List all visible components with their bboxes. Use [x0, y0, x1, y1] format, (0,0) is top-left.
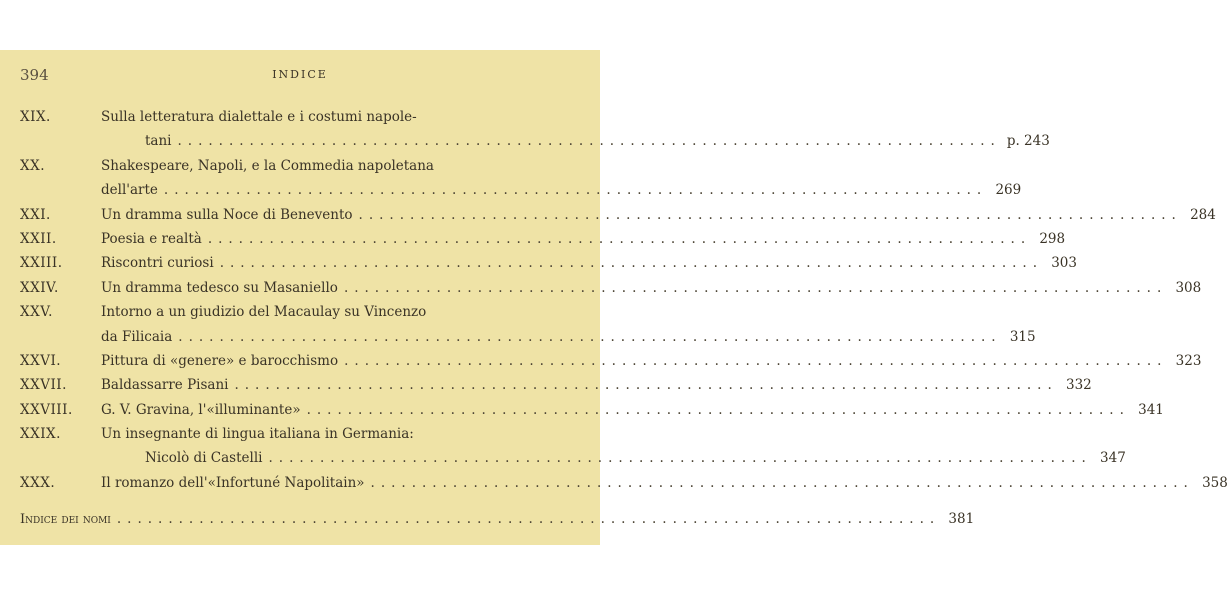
entry-title: tani — [145, 133, 172, 150]
entry-page: 332 — [1066, 377, 1092, 394]
dot-leader: ................................................................................ — [163, 182, 988, 199]
toc-entry-xx — [20, 154, 582, 178]
entry-page: 347 — [1100, 450, 1126, 467]
entry-numeral: XXII. — [20, 230, 57, 247]
toc-entry-xxviii — [20, 398, 1164, 422]
entry-page: 269 — [995, 182, 1022, 199]
entry-title: G. V. Gravina, l'«illuminante» — [101, 401, 301, 418]
entry-page: 308 — [1175, 279, 1202, 296]
entry-title: dell'arte — [101, 182, 158, 199]
dot-leader: ................................................................................ — [344, 352, 1168, 369]
entry-title: Riscontri curiosi — [101, 255, 214, 272]
entry-title: Un dramma tedesco su Masaniello — [101, 279, 338, 296]
entry-page: p. 243 — [1006, 133, 1050, 150]
entry-title: Sulla letteratura dialettale e i costumi napole- — [101, 109, 417, 125]
dot-leader: ................................................................................ — [268, 450, 1092, 467]
toc-entry-xix — [20, 105, 582, 129]
entry-page: 303 — [1051, 255, 1077, 272]
page-header — [20, 66, 580, 86]
entry-numeral: XIX. — [20, 109, 51, 125]
toc-entry-xxii — [20, 227, 1066, 251]
entry-numeral: XXVIII. — [20, 401, 73, 418]
entry-numeral: XXI. — [20, 206, 51, 223]
entry-numeral: XXX. — [20, 474, 56, 491]
entry-page: 298 — [1039, 230, 1066, 247]
dot-leader: ................................................................................ — [116, 511, 941, 528]
entry-numeral: XXV. — [20, 304, 53, 321]
toc-entry-xxx — [20, 471, 1228, 495]
entry-numeral: XXVII. — [20, 377, 67, 394]
entry-title: Poesia e realtà — [101, 230, 202, 247]
entry-page: 284 — [1190, 206, 1216, 223]
dot-leader: ................................................................................ — [207, 230, 1032, 247]
dot-leader: ................................................................................ — [343, 279, 1168, 296]
dot-leader: ................................................................................ — [178, 328, 1002, 345]
toc-entry-xxiii — [20, 251, 1077, 275]
dot-leader: ................................................................................ — [370, 474, 1194, 491]
dot-leader: ................................................................................ — [358, 206, 1182, 223]
entry-page: 381 — [948, 511, 975, 528]
page-number: 394 — [20, 66, 49, 84]
toc-entry-xxi — [20, 203, 1216, 227]
book-page — [0, 50, 1228, 545]
entry-numeral: XXIX. — [20, 426, 61, 443]
entry-title: Baldassarre Pisani — [101, 377, 229, 394]
dot-leader: ................................................................................ — [219, 255, 1043, 272]
toc-entry-xx-cont — [20, 178, 1022, 202]
entry-title: Il romanzo dell'«Infortuné Napolitain» — [101, 474, 365, 491]
entry-title: Shakespeare, Napoli, e la Commedia napoletana — [101, 157, 434, 174]
entry-page: 358 — [1202, 474, 1228, 491]
dot-leader: ................................................................................ — [306, 401, 1130, 418]
toc-entry-index — [20, 507, 975, 531]
entry-title: da Filicaia — [101, 328, 173, 345]
entry-page: 315 — [1009, 328, 1036, 345]
toc-entry-xxvii — [20, 373, 1092, 397]
entry-numeral: XX. — [20, 157, 46, 174]
toc-entry-xxix — [20, 422, 582, 446]
toc-entry-xix-cont — [20, 129, 1050, 153]
entry-page: 341 — [1138, 401, 1164, 418]
toc-entry-xxv — [20, 300, 582, 324]
entry-title: Pittura di «genere» e barocchismo — [101, 352, 339, 369]
entry-page: 323 — [1175, 352, 1202, 369]
index-label: Indice dei nomi — [20, 512, 111, 528]
table-of-contents — [20, 105, 1228, 532]
entry-numeral: XXVI. — [20, 352, 62, 369]
toc-entry-xxvi — [20, 349, 1202, 373]
toc-entry-xxiv — [20, 276, 1202, 300]
entry-numeral: XXIII. — [20, 255, 63, 272]
page-title: INDICE — [272, 68, 328, 81]
toc-entry-xxix-cont — [20, 446, 1126, 470]
entry-numeral: XXIV. — [20, 279, 59, 296]
dot-leader: ................................................................................ — [234, 377, 1058, 394]
dot-leader: ................................................................................ — [177, 133, 1001, 150]
entry-title: Un insegnante di lingua italiana in Germania: — [101, 426, 414, 443]
toc-entry-xxv-cont — [20, 325, 1036, 349]
entry-title: Intorno a un giudizio del Macaulay su Vincenzo — [101, 304, 427, 321]
entry-title: Nicolò di Castelli — [145, 450, 263, 467]
entry-title: Un dramma sulla Noce di Benevento — [101, 206, 353, 223]
